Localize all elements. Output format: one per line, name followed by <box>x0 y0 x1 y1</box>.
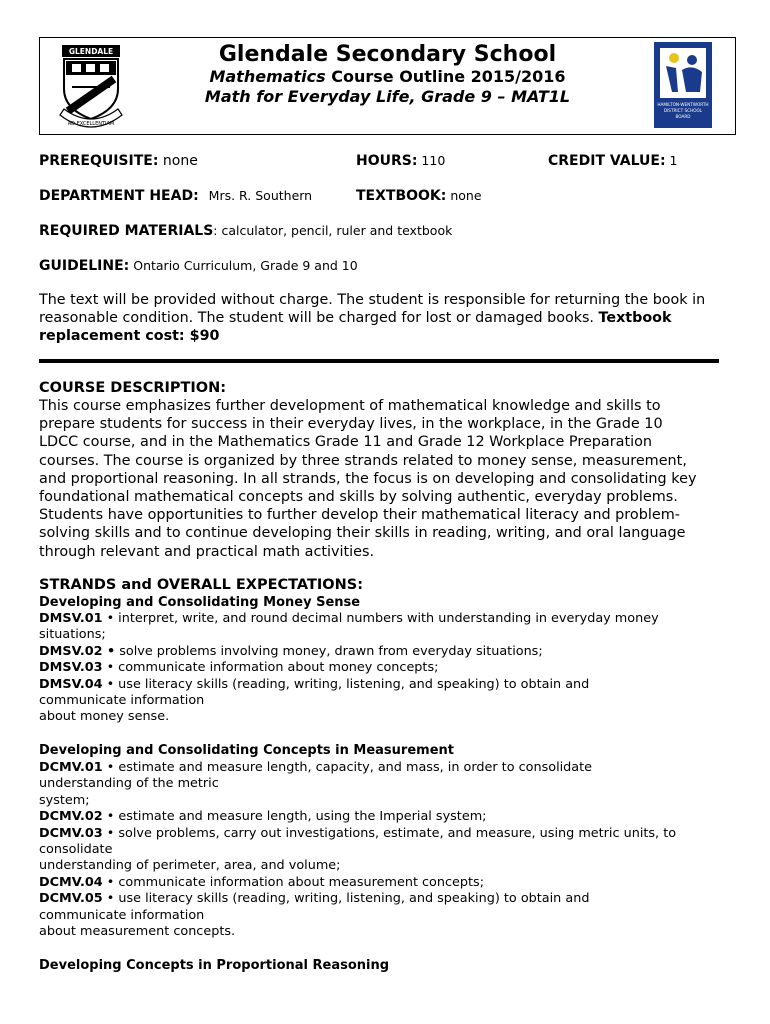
expectation-code: DMSV.04 <box>39 676 103 692</box>
dept-head-label: DEPARTMENT HEAD: <box>39 188 199 204</box>
expectation-text: solve problems involving money, drawn from everyday situations; <box>115 643 543 659</box>
money-expectations <box>39 611 739 726</box>
expectation-line <box>39 660 739 676</box>
expectation-line <box>39 611 739 627</box>
expectation-line <box>39 908 739 924</box>
textbook-value: none <box>446 188 482 203</box>
svg-text:AD EXCELLENTIAM: AD EXCELLENTIAM <box>67 121 115 127</box>
expectation-line <box>39 809 739 825</box>
svg-text:HAMILTON-WENTWORTH: HAMILTON-WENTWORTH <box>657 102 709 107</box>
strand-title-money: Developing and Consolidating Money Sense <box>39 595 361 610</box>
prerequisite-label: PREREQUISITE: <box>39 153 159 169</box>
course-description-heading: COURSE DESCRIPTION: <box>39 380 227 396</box>
textbook-note-text: The text will be provided without charge. The student is responsible for returning the book in reasonable condition. The student will be charged for lost or damaged books. <box>39 292 706 326</box>
expectation-line <box>39 793 739 809</box>
credit-value-field <box>548 152 677 170</box>
expectation-text: system; <box>39 792 90 808</box>
course-title-rest: Course Outline 2015/2016 <box>325 67 566 86</box>
textbook-replacement-cost: Textbook replacement cost: $90 <box>39 310 672 344</box>
header-box <box>39 37 736 135</box>
expectation-code: DCMV.04 <box>39 874 103 890</box>
required-materials-field <box>39 222 452 240</box>
hours-value: 110 <box>417 153 446 168</box>
expectation-line <box>39 858 739 874</box>
strands-heading: STRANDS and OVERALL EXPECTATIONS: <box>39 577 364 593</box>
svg-text:DISTRICT SCHOOL: DISTRICT SCHOOL <box>663 108 703 113</box>
hours-field <box>356 152 445 170</box>
expectation-line <box>39 627 739 643</box>
guideline-value: Ontario Curriculum, Grade 9 and 10 <box>129 258 358 273</box>
expectation-text: situations; <box>39 627 106 643</box>
credit-value: 1 <box>665 153 678 168</box>
expectation-text: • interpret, write, and round decimal numbers with understanding in everyday money <box>102 611 659 626</box>
hours-label: HOURS: <box>356 153 418 169</box>
expectation-line <box>39 677 739 693</box>
expectation-code: DCMV.01 <box>39 760 103 775</box>
expectation-line <box>39 644 739 660</box>
expectation-text: • communicate information about measurement concepts; <box>102 874 485 890</box>
department-head-field <box>39 187 312 205</box>
expectation-line <box>39 826 739 842</box>
prerequisite-field <box>39 152 198 170</box>
expectation-line <box>39 891 739 907</box>
expectation-text: understanding of the metric <box>39 776 219 792</box>
dept-head-value: Mrs. R. Southern <box>208 188 313 203</box>
expectation-line <box>39 875 739 891</box>
expectation-text: consolidate <box>39 842 113 858</box>
expectation-text: about money sense. <box>39 709 170 725</box>
expectation-text: • estimate and measure length, using the Imperial system; <box>102 809 487 825</box>
svg-text:GLENDALE: GLENDALE <box>68 47 114 56</box>
course-subtitle: Math for Everyday Life, Grade 9 – MAT1L <box>204 87 571 106</box>
expectation-line <box>39 693 739 709</box>
expectation-text: • estimate and measure length, capacity, and mass, in order to consolidate <box>102 760 593 775</box>
course-description-body: This course emphasizes further development of mathematical knowledge and skills to prepare students for success in their everyday lives, in the workplace, in the Grade 10 LDCC course, and in the Mathematics Grade 11 and Grade 12 Workplace Preparation courses. The course is organized by three strands related to money sense, measurement, and proportional reasoning. In all strands, the focus is on developing and consolidating key foundational mathematical concepts and skills by solving authentic, everyday problems. Students have opportunities to further develop their mathematical literacy and problem- solving skills and to continue developing their skills in reading, writing, and oral language through relevant and practical math activities. <box>39 398 697 560</box>
strand-title-measurement: Developing and Consolidating Concepts in Measurement <box>39 743 454 758</box>
expectation-code: DCMV.03 <box>39 825 103 841</box>
expectation-text: communicate information <box>39 693 205 709</box>
expectation-code: DMSV.03 <box>39 660 103 676</box>
guideline-field <box>39 257 358 275</box>
prerequisite-value: none <box>158 153 198 169</box>
expectation-text: • communicate information about money concepts; <box>102 660 439 676</box>
expectation-text: understanding of perimeter, area, and volume; <box>39 858 341 874</box>
expectation-text: about measurement concepts. <box>39 924 236 940</box>
expectation-line <box>39 709 739 725</box>
credit-label: CREDIT VALUE: <box>548 153 666 169</box>
expectation-text: • use literacy skills (reading, writing, listening, and speaking) to obtain and <box>102 891 590 907</box>
measurement-expectations <box>39 760 739 940</box>
expectation-code: DCMV.02 <box>39 809 103 825</box>
course-title <box>40 67 735 87</box>
expectation-code: DMSV.01 <box>39 611 103 626</box>
expectation-code: DMSV.02 • <box>39 643 116 659</box>
expectation-text: • use literacy skills (reading, writing, listening, and speaking) to obtain and <box>102 676 590 692</box>
expectation-line <box>39 842 739 858</box>
school-name: Glendale Secondary School <box>218 42 557 67</box>
materials-label: REQUIRED MATERIALS <box>39 223 214 239</box>
textbook-label: TEXTBOOK: <box>356 188 447 204</box>
expectation-line <box>39 760 739 776</box>
course-title-italic: Mathematics <box>209 67 326 86</box>
expectation-text: communicate information <box>39 907 205 923</box>
materials-value: : calculator, pencil, ruler and textbook <box>213 223 453 238</box>
board-logo <box>648 40 718 132</box>
svg-text:BOARD: BOARD <box>675 114 691 119</box>
textbook-note <box>39 291 739 345</box>
guideline-label: GUIDELINE: <box>39 258 130 274</box>
expectation-line <box>39 776 739 792</box>
textbook-field <box>356 187 482 205</box>
section-divider <box>39 359 719 363</box>
expectation-line <box>39 924 739 940</box>
strand-title-proportional: Developing Concepts in Proportional Reasoning <box>39 958 390 973</box>
expectation-code: DCMV.05 <box>39 891 103 907</box>
expectation-text: • solve problems, carry out investigations, estimate, and measure, using metric units, to <box>102 825 677 841</box>
